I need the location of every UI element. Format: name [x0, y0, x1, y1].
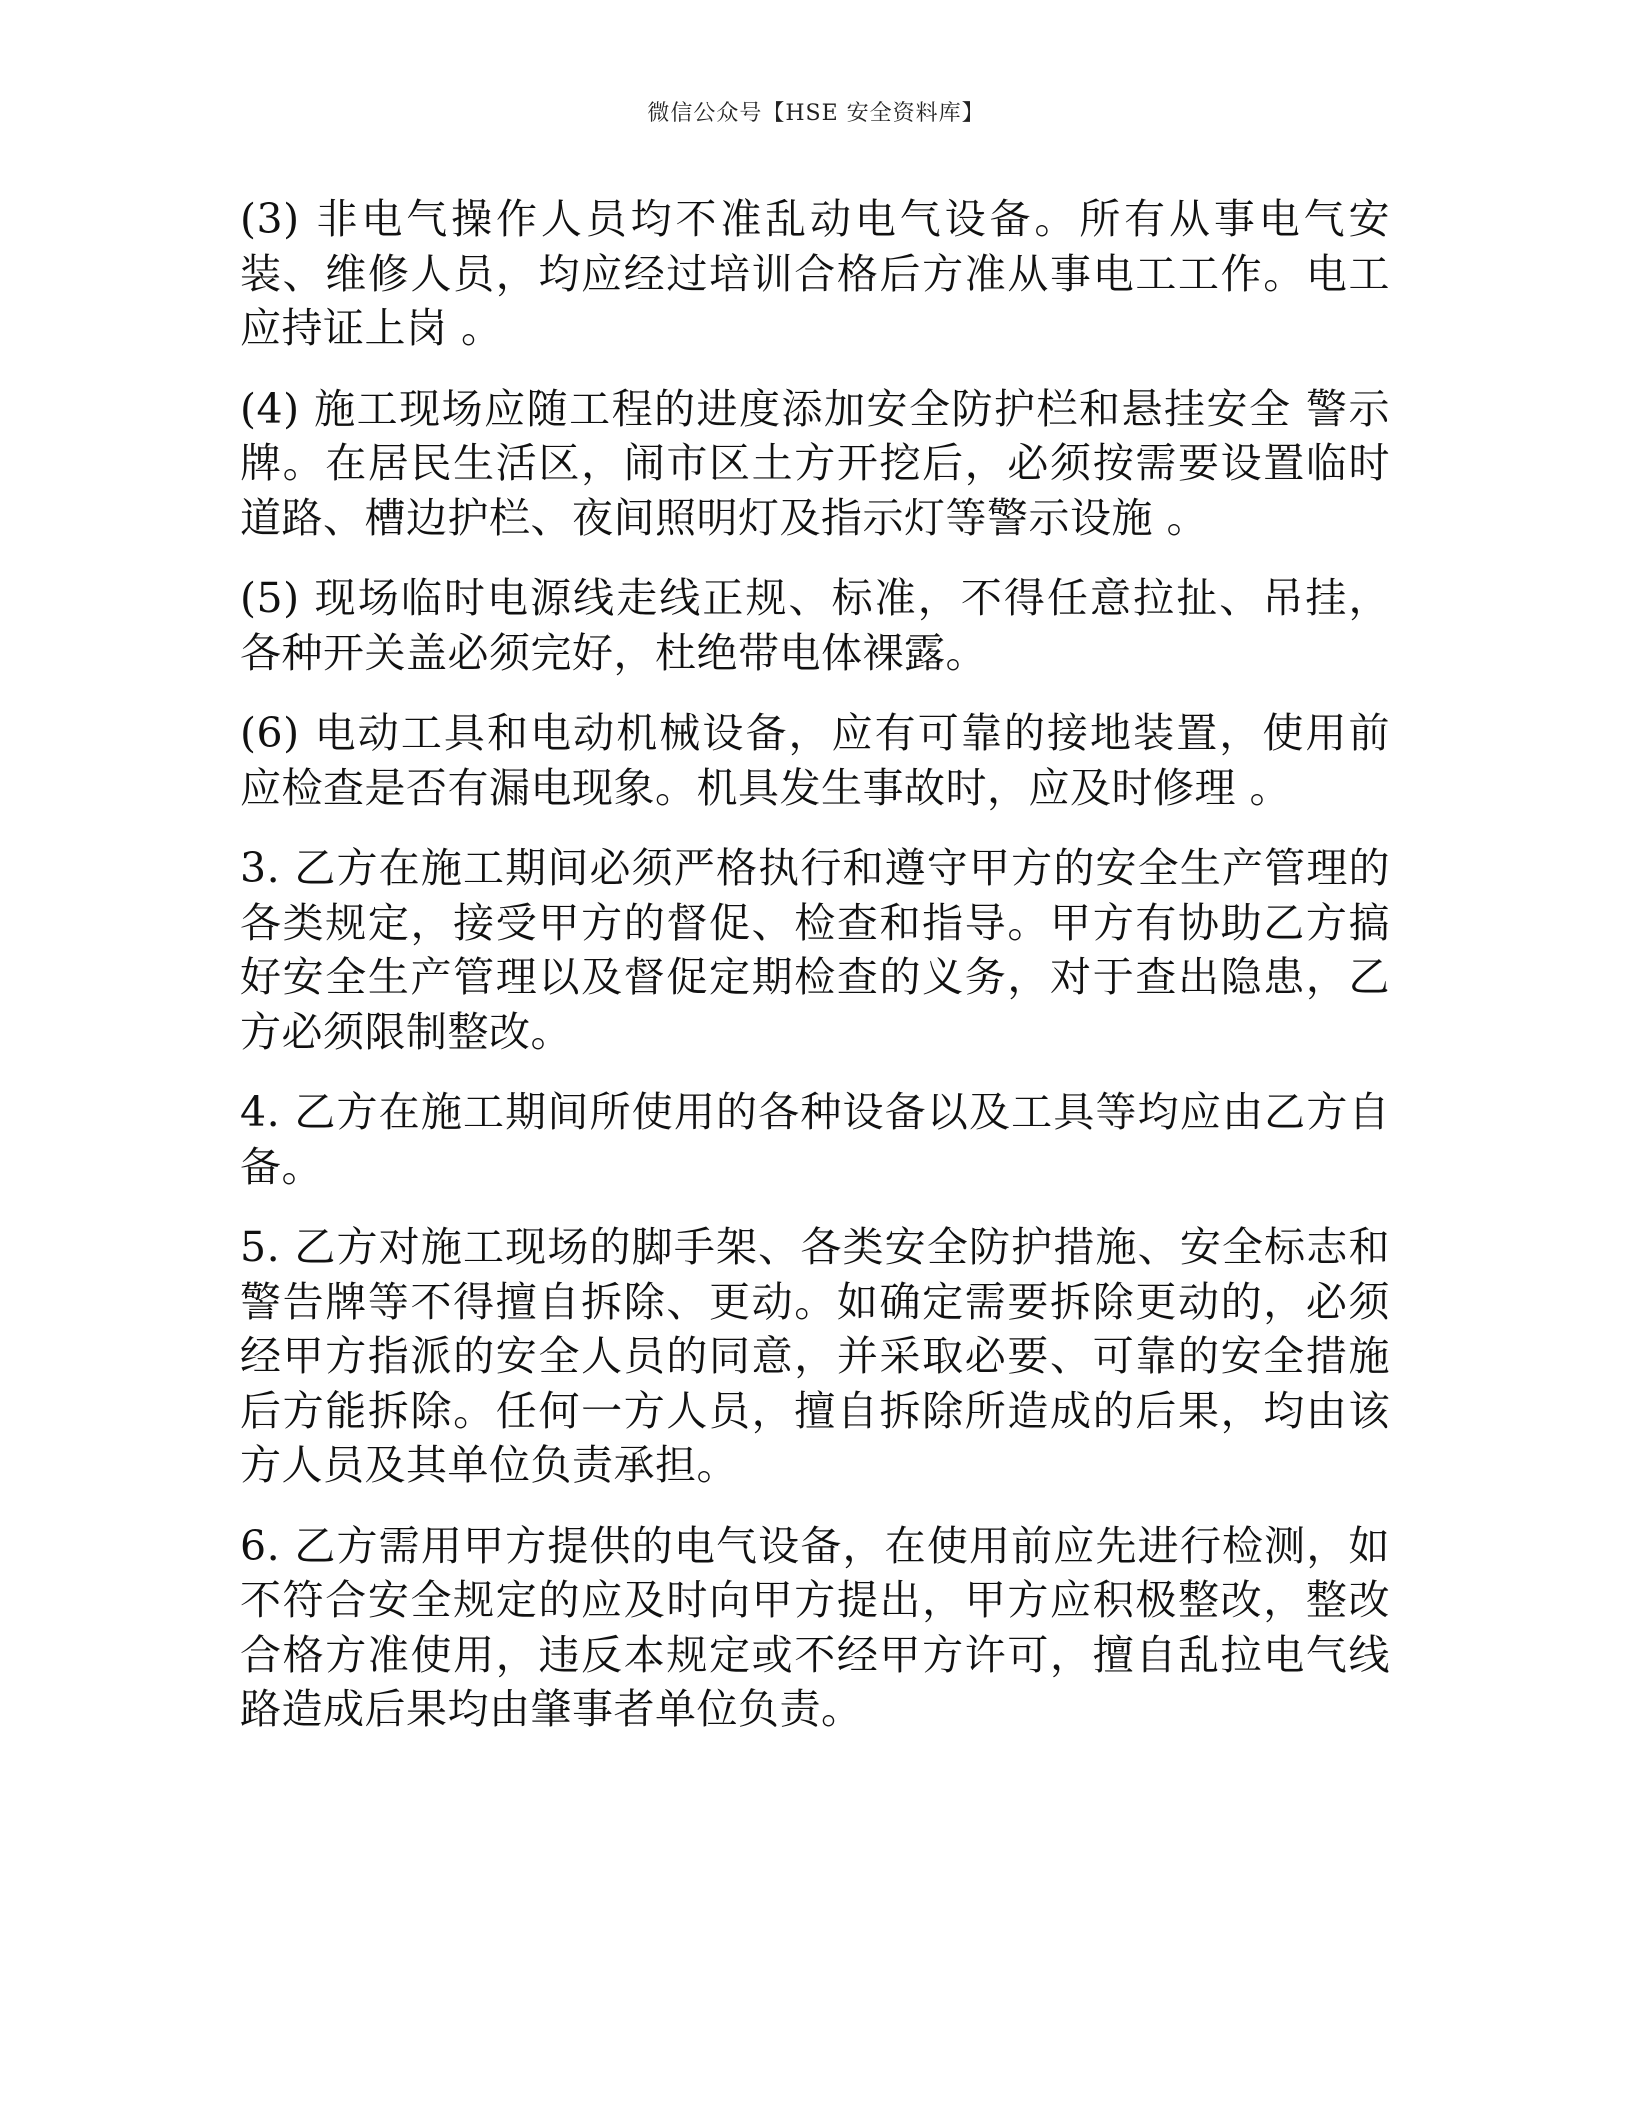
clause-6-electrical-equipment: 6. 乙方需用甲方提供的电气设备，在使用前应先进行检测，如不符合安全规定的应及时向甲方提出，甲方应积极整改，整改合格方准使用，违反本规定或不经甲方许可，擅自乱拉电气线路造成后果均由肇事者单位负责。 — [240, 1521, 1390, 1733]
clause-5-scaffolding: 5. 乙方对施工现场的脚手架、各类安全防护措施、安全标志和警告牌等不得擅自拆除、更动。如确定需要拆除更动的，必须经甲方指派的安全人员的同意，并采取必要、可靠的安全措施后方能拆除。任何一方人员，擅自拆除所造成的后果，均由该方人员及其单位负责承担。 — [240, 1223, 1390, 1489]
page-header: 微信公众号【HSE 安全资料库】 — [647, 101, 985, 126]
paragraph-4-safety-barriers: (4) 施工现场应随工程的进度添加安全防护栏和悬挂安全 警示牌。在居民生活区，闹市区土方开挖后，必须按需要设置临时道路、槽边护栏、夜间照明灯及指示灯等警示设施 。 — [240, 384, 1390, 542]
paragraph-3-electrical-operation: (3) 非电气操作人员均不准乱动电气设备。所有从事电气安装、维修人员，均应经过培训合格后方准从事电工工作。电工应持证上岗 。 — [240, 195, 1390, 352]
paragraph-6-electric-tools: (6) 电动工具和电动机械设备，应有可靠的接地装置，使用前应检查是否有漏电现象。机具发生事故时，应及时修理 。 — [240, 709, 1390, 812]
clause-3-safety-management: 3. 乙方在施工期间必须严格执行和遵守甲方的安全生产管理的各类规定，接受甲方的督促、检查和指导。甲方有协助乙方搞好安全生产管理以及督促定期检查的义务，对于查出隐患，乙方必须限制整改。 — [240, 844, 1390, 1056]
clause-4-equipment: 4. 乙方在施工期间所使用的各种设备以及工具等均应由乙方自备。 — [240, 1088, 1390, 1191]
paragraph-5-temporary-power-lines: (5) 现场临时电源线走线正规、标准，不得任意拉扯、吊挂，各种开关盖必须完好，杜绝带电体裸露。 — [240, 574, 1390, 677]
document-body — [240, 192, 1390, 1763]
